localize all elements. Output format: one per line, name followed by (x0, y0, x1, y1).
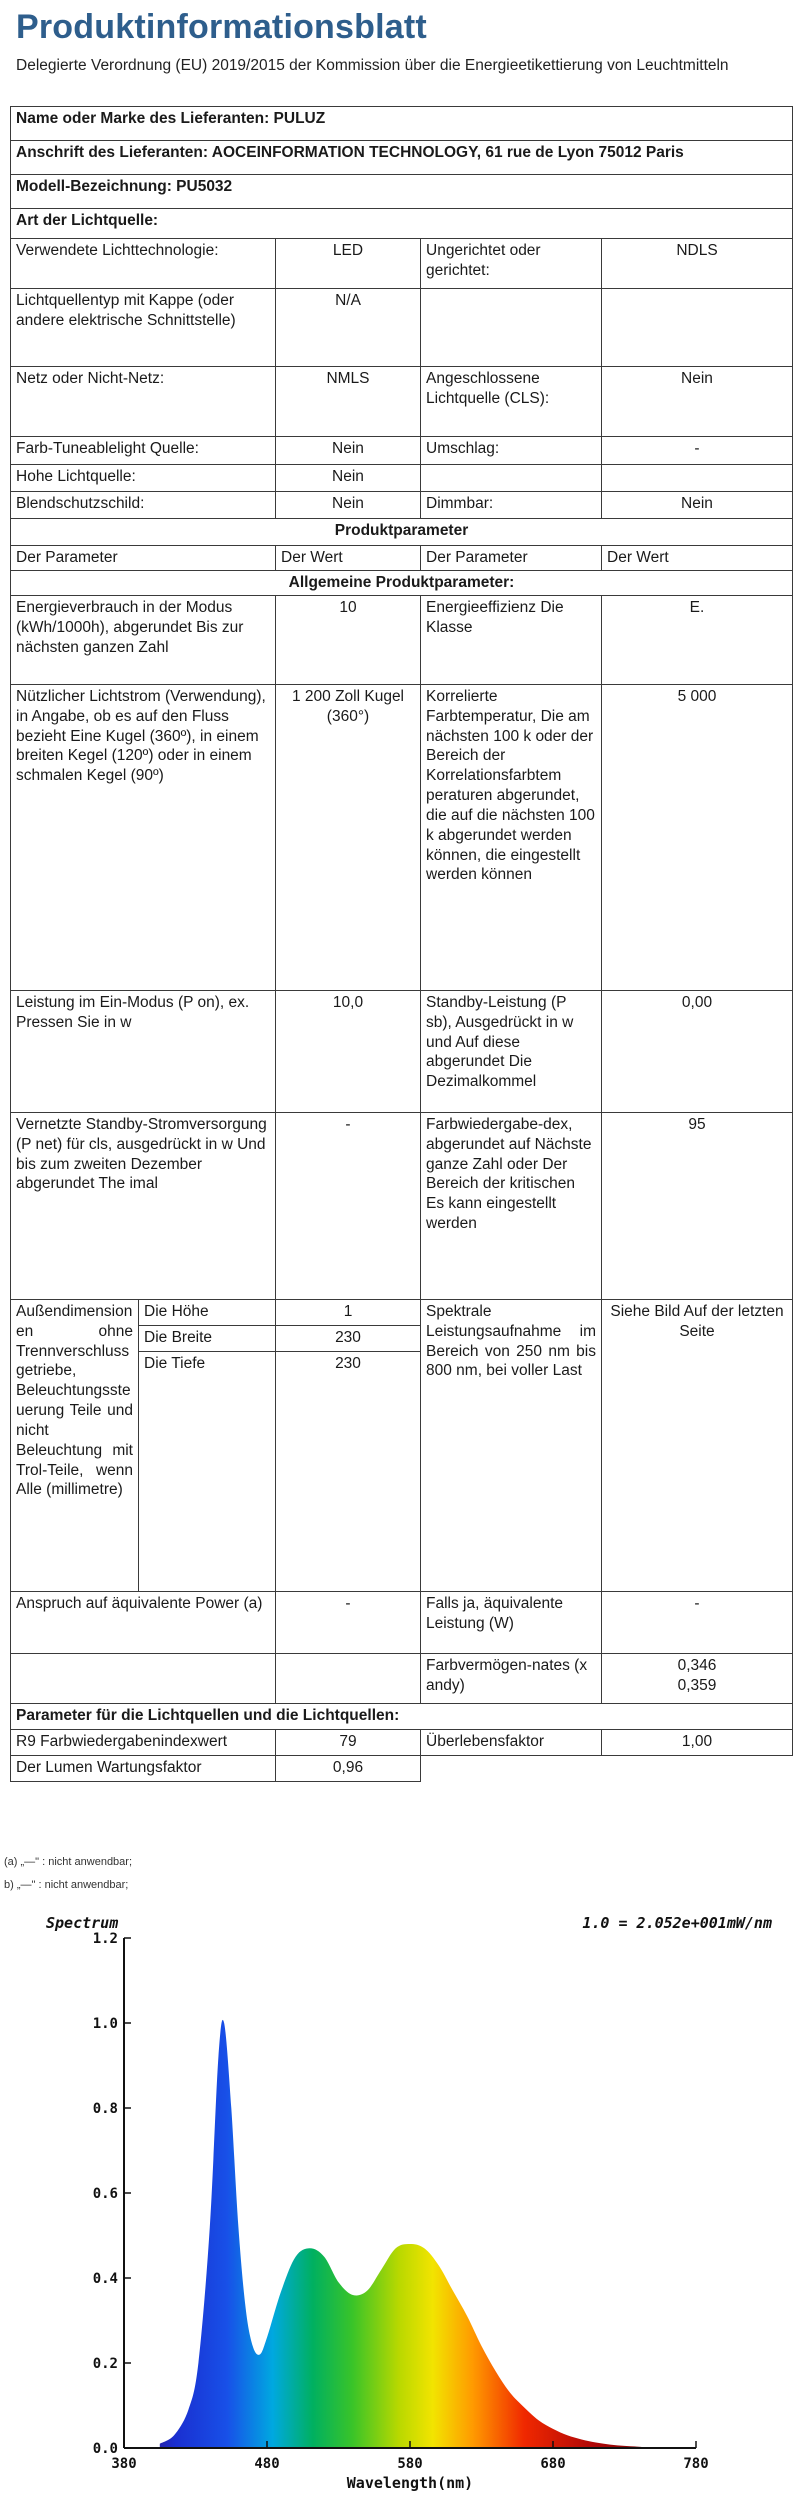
lumen-label: Der Lumen Wartungsfaktor (11, 1756, 276, 1782)
supplier-name: Name oder Marke des Lieferanten: PULUZ (11, 107, 793, 141)
row-value: 5 000 (602, 685, 793, 991)
row-label (421, 289, 602, 367)
row-label: Hohe Lichtquelle: (11, 465, 276, 492)
row-value: LED (276, 239, 421, 289)
row-value: Nein (276, 492, 421, 519)
chart-annotation: 1.0 = 2.052e+001mW/nm (582, 1914, 772, 1932)
x-tick-label: 580 (397, 2456, 423, 2472)
row-label: Lichtquellentyp mit Kappe (oder andere elektrische Schnittstelle) (11, 289, 276, 367)
width-label: Die Breite (139, 1326, 276, 1352)
dimensions-row (11, 1300, 793, 1326)
row-value: - (602, 437, 793, 465)
model-id: Modell-Bezeichnung: PU5032 (11, 175, 793, 209)
table-row (11, 1730, 793, 1756)
row-value (602, 289, 793, 367)
product-params-heading: Produktparameter (11, 519, 793, 546)
column-header: Der Wert (276, 546, 421, 571)
chart-title: Spectrum (46, 1914, 119, 1932)
lumen-value: 0,96 (276, 1756, 421, 1782)
empty-cell (11, 1654, 276, 1704)
empty-cell (276, 1654, 421, 1704)
y-tick-label: 1.2 (92, 1931, 118, 1947)
row-label: Leistung im Ein-Modus (P on), ex. Pressen Sie in w (11, 991, 276, 1113)
row-value: Nein (276, 465, 421, 492)
table-row (11, 991, 793, 1113)
row-label: Korrelierte Farbtemperatur, Die am nächsten 100 k oder der Bereich der Korrelationsfarbtem peraturen abgerundet, die auf die nächsten 100 k abgerundet werden können, die eingestellt werden können (421, 685, 602, 991)
x-tick-label: 780 (683, 2456, 709, 2472)
y-tick-label: 0.8 (92, 2101, 118, 2117)
column-header: Der Parameter (421, 546, 602, 571)
x-tick-label: 380 (111, 2456, 137, 2472)
x-axis-label: Wavelength(nm) (346, 2474, 474, 2492)
row-value: 1 200 Zoll Kugel (360°) (276, 685, 421, 991)
source-type-heading: Art der Lichtquelle: (11, 209, 793, 239)
chroma-x: 0,346 (677, 1657, 717, 1674)
table-row (11, 289, 793, 367)
empty-cell (421, 1756, 602, 1782)
table-row (11, 1654, 793, 1704)
row-label: Energieeffizienz Die Klasse (421, 596, 602, 685)
row-label: Umschlag: (421, 437, 602, 465)
row-label (421, 465, 602, 492)
chroma-label: Farbvermögen-nates (x andy) (421, 1654, 602, 1704)
r9-label: R9 Farbwiedergabenindexwert (11, 1730, 276, 1756)
equiv-claim-label: Anspruch auf äquivalente Power (a) (11, 1592, 276, 1654)
row-label: Farbwiedergabe-dex, abgerundet auf Nächste ganze Zahl oder Der Bereich der kritischen Es kann eingestellt werden (421, 1113, 602, 1300)
y-tick-label: 0.4 (92, 2271, 118, 2287)
row-label: Ungerichtet oder gerichtet: (421, 239, 602, 289)
row-value (602, 465, 793, 492)
height-label: Die Höhe (139, 1300, 276, 1326)
row-label: Standby-Leistung (P sb), Ausgedrückt in w und Auf diese abgerundet Die Dezimalkommel (421, 991, 602, 1113)
equiv-power-label: Falls ja, äquivalente Leistung (W) (421, 1592, 602, 1654)
x-tick-label: 680 (540, 2456, 566, 2472)
empty-cell (602, 1756, 793, 1782)
table-row (11, 492, 793, 519)
survival-value: 1,00 (602, 1730, 793, 1756)
light-params-heading: Parameter für die Lichtquellen und die Lichtquellen: (11, 1704, 793, 1730)
table-row (11, 437, 793, 465)
info-table (10, 106, 793, 1782)
row-label: Verwendete Lichttechnologie: (11, 239, 276, 289)
row-value: Nein (276, 437, 421, 465)
chroma-y: 0,359 (677, 1676, 717, 1694)
row-value: 95 (602, 1113, 793, 1300)
row-value: - (276, 1113, 421, 1300)
row-value: NMLS (276, 367, 421, 437)
table-row (11, 685, 793, 991)
row-value: E. (602, 596, 793, 685)
y-tick-label: 1.0 (92, 2016, 118, 2032)
column-header: Der Parameter (11, 546, 276, 571)
row-label: Vernetzte Standby-Stromversorgung (P net) für cls, ausgedrückt in w Und bis zum zweiten Dezember abgerundet The imal (11, 1113, 276, 1300)
row-value: 0,00 (602, 991, 793, 1113)
row-label: Angeschlossene Lichtquelle (CLS): (421, 367, 602, 437)
r9-value: 79 (276, 1730, 421, 1756)
height-value: 1 (276, 1300, 421, 1326)
column-header-row (11, 546, 793, 571)
row-label: Farb-Tuneablelight Quelle: (11, 437, 276, 465)
footnote-b: b) „—" : nicht anwendbar; (4, 1879, 129, 1891)
row-label: Blendschutzschild: (11, 492, 276, 519)
column-header: Der Wert (602, 546, 793, 571)
equiv-power-value: - (602, 1592, 793, 1654)
survival-label: Überlebensfaktor (421, 1730, 602, 1756)
depth-label: Die Tiefe (139, 1352, 276, 1592)
row-label: Dimmbar: (421, 492, 602, 519)
width-value: 230 (276, 1326, 421, 1352)
row-value: Nein (602, 492, 793, 519)
row-label: Nützlicher Lichtstrom (Verwendung), in Angabe, ob es auf den Fluss bezieht Eine Kugel (360º), in einem breiten Kegel (120º) oder in einem schmalen Kegel (90º) (11, 685, 276, 991)
row-value: 10,0 (276, 991, 421, 1113)
depth-value: 230 (276, 1352, 421, 1592)
table-row (11, 367, 793, 437)
spectrum-chart (40, 1910, 780, 2498)
y-tick-label: 0.2 (92, 2356, 118, 2372)
table-row (11, 239, 793, 289)
chroma-values (602, 1654, 793, 1704)
row-value: Nein (602, 367, 793, 437)
x-tick-label: 480 (254, 2456, 280, 2472)
footnote-a: (a) „—" : nicht anwendbar; (4, 1856, 133, 1868)
equiv-claim-value: - (276, 1592, 421, 1654)
spectral-value: Siehe Bild Auf der letzten Seite (602, 1300, 793, 1592)
table-row (11, 1592, 793, 1654)
general-params-heading: Allgemeine Produktparameter: (11, 571, 793, 596)
table-row (11, 1113, 793, 1300)
dimensions-label: Außendimensionen ohne Trennverschlussgetriebe, Beleuchtungssteuerung Teile und nicht Beleuchtung mit Trol-Teile, wenn Alle (millimetre) (11, 1300, 139, 1592)
table-row (11, 465, 793, 492)
row-value: N/A (276, 289, 421, 367)
spectral-label: Spektrale Leistungsaufnahme im Bereich von 250 nm bis 800 nm, bei voller Last (421, 1300, 602, 1592)
y-tick-label: 0.0 (92, 2441, 118, 2457)
row-label: Energieverbrauch in der Modus (kWh/1000h), abgerundet Bis zur nächsten ganzen Zahl (11, 596, 276, 685)
y-tick-label: 0.6 (92, 2186, 118, 2202)
supplier-address: Anschrift des Lieferanten: AOCEINFORMATION TECHNOLOGY, 61 rue de Lyon 75012 Paris (11, 141, 793, 175)
row-value: NDLS (602, 239, 793, 289)
page-title: Produktinformationsblatt (16, 8, 427, 46)
table-row (11, 596, 793, 685)
row-value: 10 (276, 596, 421, 685)
table-row (11, 1756, 793, 1782)
row-label: Netz oder Nicht-Netz: (11, 367, 276, 437)
regulation-subtitle: Delegierte Verordnung (EU) 2019/2015 der Kommission über die Energieetikettierung von Leuchtmitteln (16, 57, 729, 74)
